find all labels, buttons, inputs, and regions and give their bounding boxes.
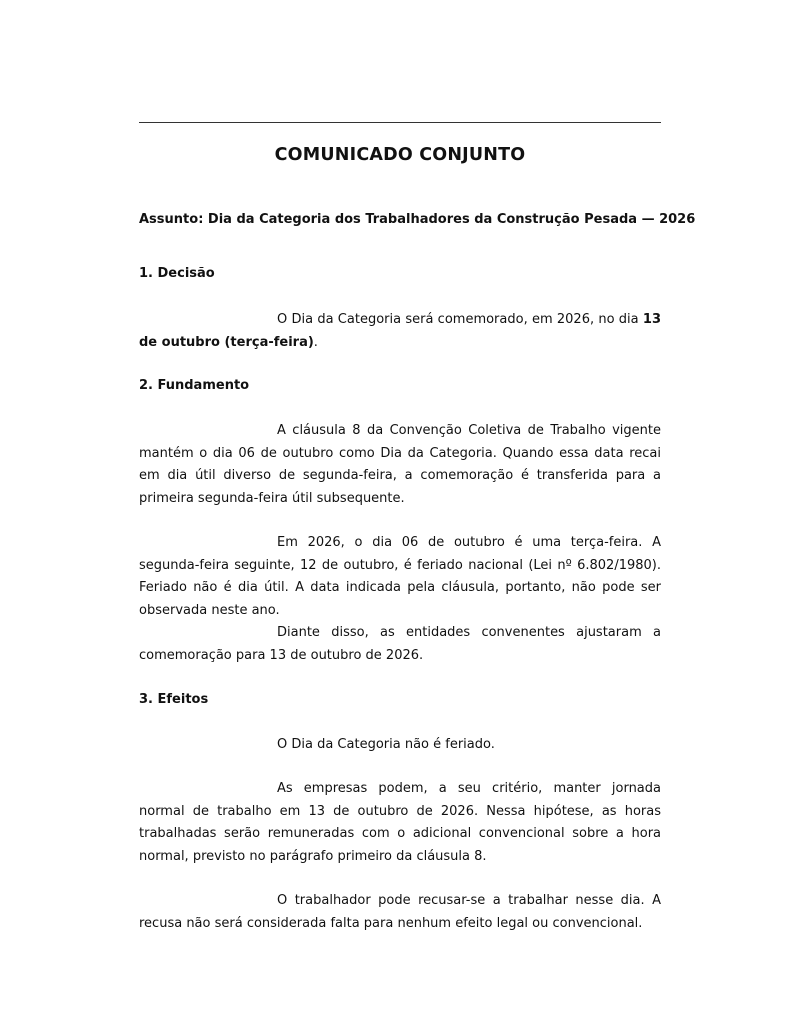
paragraph-text: O Dia da Categoria será comemorado, em 2026, no dia	[277, 312, 643, 327]
paragraph-decisao	[139, 309, 661, 354]
section-heading-fundamento: 2. Fundamento	[139, 378, 250, 393]
paragraph-fundamento-3: Diante disso, as entidades convenentes ajustaram a comemoração para 13 de outubro de 2026.	[139, 625, 661, 663]
document-subject: Assunto: Dia da Categoria dos Trabalhadores da Construção Pesada — 2026	[139, 212, 696, 227]
paragraph-efeitos-2: As empresas podem, a seu critério, manter jornada normal de trabalho em 13 de outubro de 2026. Nessa hipótese, as horas trabalhadas serão remuneradas com o adicional convencional sobre a hora normal, previsto no parágrafo primeiro da cláusula 8.	[139, 781, 661, 864]
section-heading-decisao: 1. Decisão	[139, 266, 215, 281]
paragraph-fundamento-1: A cláusula 8 da Convenção Coletiva de Trabalho vigente mantém o dia 06 de outubro como Dia da Categoria. Quando essa data recai em dia útil diverso de segunda-feira, a comemoração é transferida para a primeira segunda-feira útil subsequente.	[139, 423, 661, 506]
highlighted-date: 13 de outubro (terça-feira)	[139, 312, 661, 350]
section-heading-efeitos: 3. Efeitos	[139, 692, 209, 707]
paragraph-fundamento-2: Em 2026, o dia 06 de outubro é uma terça-feira. A segunda-feira seguinte, 12 de outubro, é feriado nacional (Lei nº 6.802/1980). Feriado não é dia útil. A data indicada pela cláusula, portanto, não pode ser observada neste ano.	[139, 535, 661, 618]
paragraph-text: .	[313, 334, 318, 350]
paragraph-efeitos-1: O Dia da Categoria não é feriado.	[277, 737, 495, 752]
header-rule	[139, 122, 661, 123]
paragraph-efeitos-3: O trabalhador pode recusar-se a trabalhar nesse dia. A recusa não será considerada falta para nenhum efeito legal ou convencional.	[139, 893, 661, 931]
document-title: COMUNICADO CONJUNTO	[274, 145, 526, 165]
